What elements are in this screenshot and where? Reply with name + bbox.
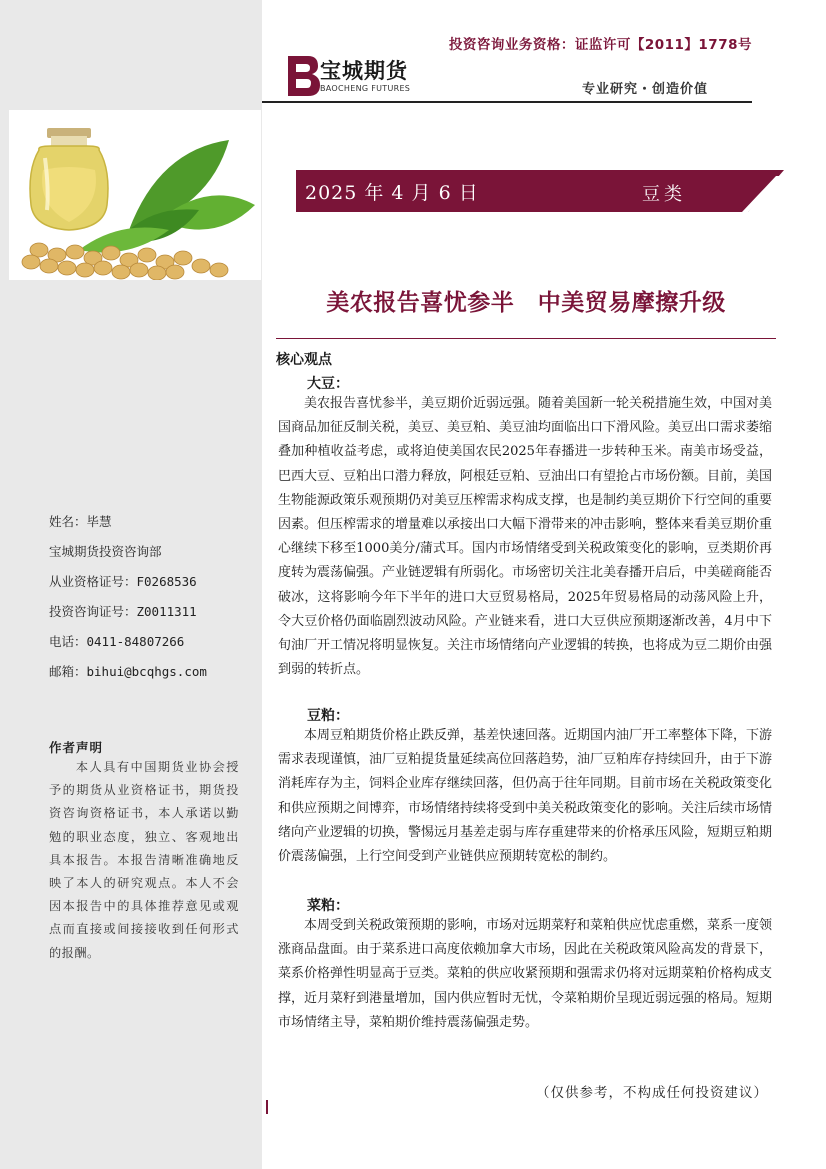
disclaimer-text: （仅供参考，不构成任何投资建议） (536, 1085, 768, 1101)
author-info (49, 512, 207, 692)
title-divider (276, 338, 776, 339)
author-license-number: 从业资格证号：F0268536 (49, 574, 197, 589)
footer-tick-mark (266, 1100, 268, 1114)
author-department: 宝城期货投资咨询部 (49, 544, 162, 559)
author-phone: 电话：0411-84807266 (49, 634, 185, 649)
author-email: 邮箱：bihui@bcqhgs.com (49, 664, 207, 679)
section-text-rapeseed-meal: 本周受到关税政策预期的影响，市场对远期菜籽和菜粕供应忧虑重燃，菜系一度领涨商品盘面。由于菜系进口高度依赖加拿大市场，因此在关税政策风险高发的背景下，菜系价格弹性明显高于豆类。菜粕的供应收紧预期和强需求仍将对远期菜粕价格构成支撑，近月菜籽到港量增加，国内供应暂时无忧，令菜粕期价呈现近弱远强的格局。短期市场情绪主导，菜粕期价维持震荡偏强走势。 (278, 918, 773, 1030)
section-text-soymeal: 本周豆粕期货价格止跌反弹，基差快速回落。近期国内油厂开工率整体下降，下游需求表现谨慎，油厂豆粕提货量延续高位回落趋势，油厂豆粕库存持续回升，由于下游消耗库存为主，饲料企业库存继续回落，但仍高于往年同期。目前市场在关税政策变化和供应预期之间博弈，市场情绪持续将受到中美关税政策变化的影响。关注后续市场情绪向产业逻辑的切换，警惕远月基差走弱与库存重建带来的价格承压风险，短期豆粕期价震荡偏强，上行空间受到产业链供应预期转宽松的制约。 (278, 728, 773, 865)
header-divider (262, 101, 752, 103)
soybean-oil-illustration (9, 110, 261, 280)
logo-name: 宝城期货 (320, 59, 408, 83)
section-label-rapeseed-meal: 菜粕： (307, 898, 349, 914)
qualification-text: 投资咨询业务资格：证监许可【2011】1778号 (448, 37, 752, 53)
author-name: 姓名：毕慧 (49, 514, 112, 529)
author-consult-number: 投资咨询证号：Z0011311 (49, 604, 197, 619)
report-date: 2025 年 4 月 6 日 (305, 182, 479, 204)
report-title: 美农报告喜忧参半 中美贸易摩擦升级 (326, 290, 726, 316)
report-category: 豆类 (642, 184, 686, 205)
declaration-text: 本人具有中国期货业协会授予的期货从业资格证书，期货投资咨询资格证书，本人承诺以勤勉的职业态度，独立、客观地出具本报告。本报告清晰准确地反映了本人的研究观点。本人不会因本报告中的具体推荐意见或观点而直接或间接接收到任何形式的报酬。 (49, 760, 239, 960)
slogan-text: 专业研究・创造价值 (581, 82, 708, 97)
declaration-title: 作者声明 (49, 740, 104, 755)
soybean-oil-photo (9, 110, 261, 280)
logo-english-name: BAOCHENG FUTURES (320, 84, 411, 93)
core-heading: 核心观点 (276, 352, 332, 368)
section-label-soymeal: 豆粕： (307, 708, 349, 724)
section-text-soybean: 美农报告喜忧参半，美豆期价近弱远强。随着美国新一轮关税措施生效，中国对美国商品加征反制关税，美豆、美豆粕、美豆油均面临出口下滑风险。美豆出口需求萎缩叠加种植收益考虑，或将迫使美国农民2025年春播进一步转种玉米。南美市场受益，巴西大豆、豆粕出口潜力释放，阿根廷豆粕、豆油出口有望抢占市场份额。目前，美国生物能源政策乐观预期仍对美豆压榨需求构成支撑，也是制约美豆期价下行空间的重要因素。但压榨需求的增量难以承接出口大幅下滑带来的冲击影响，整体来看美豆期价重心继续下移至1000美分/蒲式耳。国内市场情绪受到关税政策变化的影响，豆类期价再度转为震荡偏强。产业链逻辑有所弱化。市场密切关注北美春播开启后，中美磋商能否破冰，这将影响今年下半年的进口大豆贸易格局，2025年贸易格局的动荡风险上升，令大豆价格仍面临剧烈波动风险。产业链来看，进口大豆供应预期逐渐改善，4月中下旬油厂开工情况将明显恢复。关注市场情绪向产业逻辑的转换，也将成为豆二期价由强到弱的转折点。 (278, 396, 773, 678)
section-label-soybean: 大豆： (307, 376, 349, 392)
